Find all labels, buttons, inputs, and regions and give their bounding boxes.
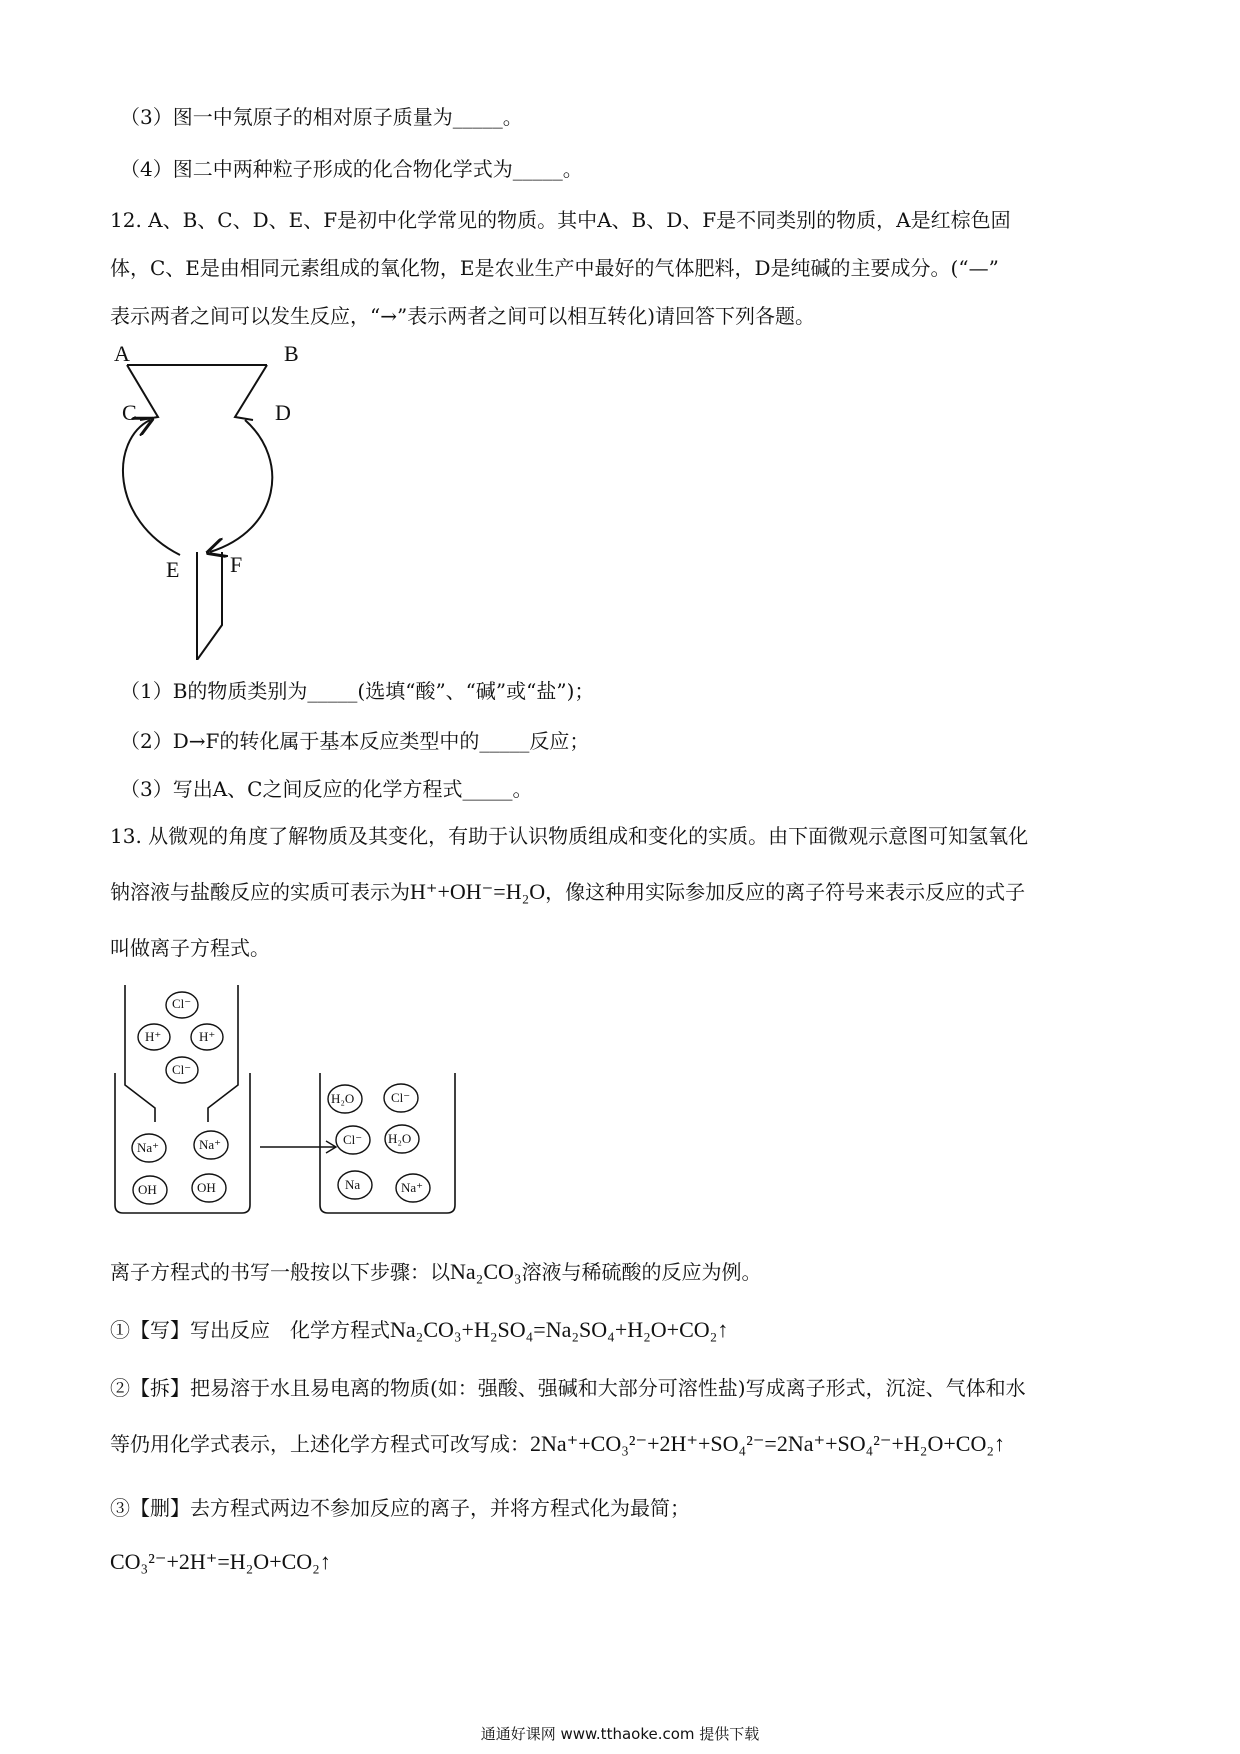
q13-stem-line2-pre: 钠溶液与盐酸反应的实质可表示为 bbox=[110, 880, 410, 904]
d-to-f-arrow bbox=[210, 420, 272, 552]
left-beaker bbox=[115, 1073, 250, 1213]
q12-stem-line1: 12. A、B、C、D、E、F是初中化学常见的物质。其中A、B、D、F是不同类别的物质，A是红棕色固 bbox=[110, 208, 1011, 232]
q13-step2-line2 bbox=[110, 1430, 1005, 1458]
ion-h2o-2: H₂O bbox=[388, 1131, 412, 1146]
q11-sub4: （4）图二中两种粒子形成的化合物化学式为_____。 bbox=[120, 157, 583, 181]
q13-step2-line1: ②【拆】把易溶于水且易电离的物质(如：强酸、强碱和大部分可溶性盐)写成离子形式，沉淀、气体和水 bbox=[110, 1376, 1026, 1400]
q13-step3: ③【删】去方程式两边不参加反应的离子，并将方程式化为最简； bbox=[110, 1496, 690, 1520]
e-f-connector bbox=[197, 552, 222, 660]
q11-sub3: （3）图一中氖原子的相对原子质量为_____。 bbox=[120, 105, 523, 129]
q12-stem-line2: 体，C、E是由相同元素组成的氧化物，E是农业生产中最好的气体肥料，D是纯碱的主要成分。(“—” bbox=[110, 256, 999, 280]
steps-intro-pre: 离子方程式的书写一般按以下步骤：以 bbox=[110, 1260, 450, 1284]
step2-formula: 2Na⁺+CO₃²⁻+2H⁺+SO₄²⁻=2Na⁺+SO₄²⁻+H₂O+CO₂↑ bbox=[530, 1431, 1005, 1456]
step3-formula: CO₃²⁻+2H⁺=H₂O+CO₂↑ bbox=[110, 1549, 331, 1574]
ion-h-2: H⁺ bbox=[199, 1029, 216, 1044]
label-D: D bbox=[275, 400, 291, 425]
ion-h2o-1: H₂O bbox=[331, 1091, 355, 1106]
b-d-connector bbox=[235, 365, 267, 420]
steps-intro-post: 溶液与稀硫酸的反应为例。 bbox=[521, 1260, 762, 1284]
label-F: F bbox=[230, 552, 243, 577]
step2-text: 等仍用化学式表示，上述化学方程式可改写成： bbox=[110, 1432, 530, 1456]
ion-na-1: Na⁺ bbox=[137, 1140, 160, 1155]
q12-sub2: （2）D→F的转化属于基本反应类型中的_____反应； bbox=[120, 729, 590, 753]
q13-step3-formula-line bbox=[110, 1548, 331, 1576]
label-E: E bbox=[166, 557, 180, 582]
label-B: B bbox=[284, 341, 299, 366]
q13-stem-line1: 13. 从微观的角度了解物质及其变化，有助于认识物质组成和变化的实质。由下面微观示意图可知氢氧化 bbox=[110, 824, 1029, 848]
ion-h-1: H⁺ bbox=[145, 1029, 162, 1044]
ion-cl-2: Cl⁻ bbox=[172, 1062, 192, 1077]
label-C: C bbox=[122, 400, 137, 425]
ion-na-2: Na⁺ bbox=[199, 1137, 222, 1152]
step1-text: ①【写】写出反应 化学方程式 bbox=[110, 1318, 390, 1342]
label-A: A bbox=[114, 341, 130, 366]
page-footer: 通通好课网 www.tthaoke.com 提供下载 bbox=[480, 1725, 760, 1743]
ion-oh-1: OH bbox=[138, 1182, 157, 1197]
ion-cl-1: Cl⁻ bbox=[172, 996, 192, 1011]
ion-na-3: Na bbox=[345, 1177, 361, 1192]
q13-stem-line3: 叫做离子方程式。 bbox=[110, 936, 270, 960]
q12-sub3: （3）写出A、C之间反应的化学方程式_____。 bbox=[120, 777, 533, 801]
q13-steps-intro bbox=[110, 1258, 762, 1286]
q12-sub1: （1）B的物质类别为_____(选填“酸”、“碱”或“盐”)； bbox=[120, 679, 595, 703]
ion-cl-3: Cl⁻ bbox=[391, 1090, 411, 1105]
ion-oh-2: OH bbox=[197, 1180, 216, 1195]
ion-cl-4: Cl⁻ bbox=[343, 1132, 363, 1147]
q12-relationship-diagram bbox=[100, 340, 330, 660]
q13-step1 bbox=[110, 1316, 728, 1344]
q13-hoh-formula: H⁺+OH⁻=H₂O bbox=[410, 879, 546, 904]
q13-stem-line2-post: ，像这种用实际参加反应的离子符号来表示反应的式子 bbox=[545, 880, 1026, 904]
na2co3-formula: Na₂CO₃ bbox=[450, 1259, 522, 1284]
q13-stem-line2 bbox=[110, 878, 1025, 906]
funnel bbox=[125, 985, 155, 1122]
e-to-c-arrow bbox=[123, 420, 180, 555]
step1-formula: Na₂CO₃+H₂SO₄=Na₂SO₄+H₂O+CO₂↑ bbox=[390, 1317, 729, 1342]
q12-stem-line3: 表示两者之间可以发生反应，“→”表示两者之间可以相互转化)请回答下列各题。 bbox=[110, 304, 816, 328]
ion-na-4: Na⁺ bbox=[401, 1180, 424, 1195]
